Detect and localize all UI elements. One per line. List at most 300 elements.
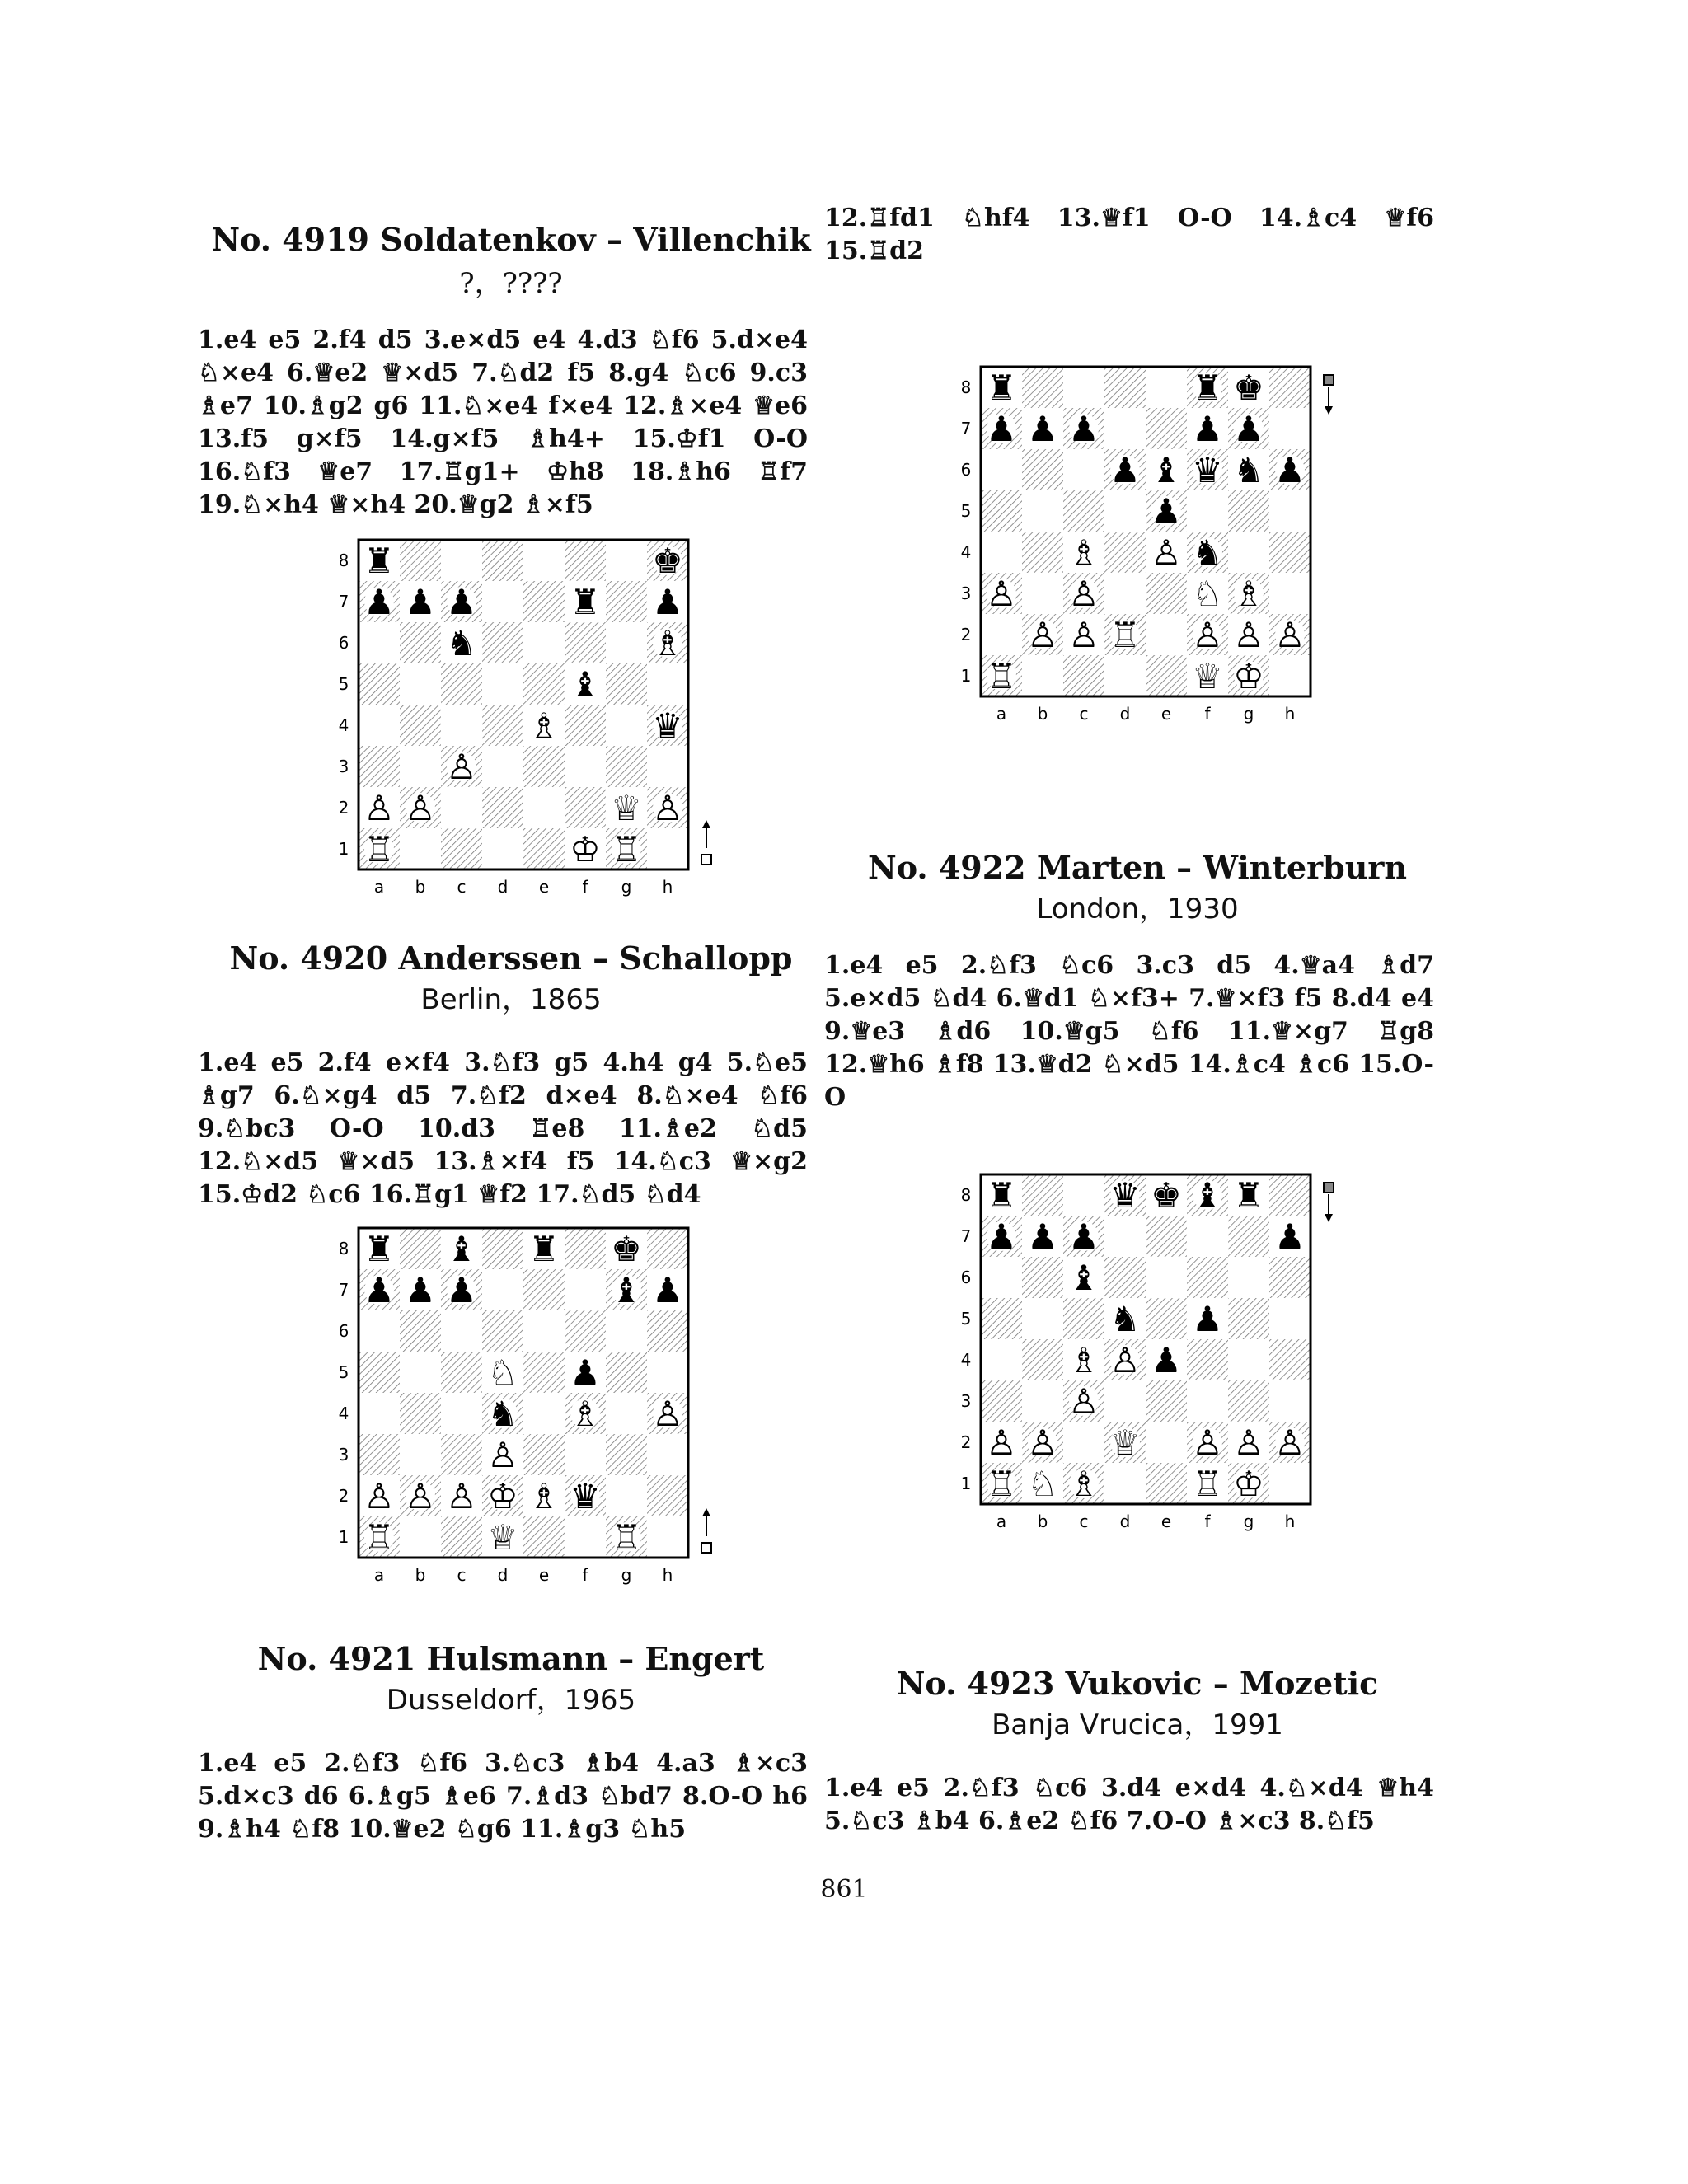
white-rook-icon: ♖ xyxy=(611,829,642,869)
file-label: g xyxy=(1243,1511,1254,1531)
white-pawn-icon: ♙ xyxy=(652,1394,683,1434)
rank-label: 6 xyxy=(960,460,972,480)
light-square xyxy=(1022,1380,1063,1422)
light-square xyxy=(1187,1380,1228,1422)
game-moves: 1.e4 e5 2.♘f3 ♘c6 3.c3 d5 4.♕a4 ♗d7 5.e×d5 ♘d4 6.♕d1 ♘×f3+ 7.♕×f3 f5 8.d4 e4 9.♕e3 ♗d6 10.♕g5 ♘f6 11.♕×g7 ♖g8 12.♕h6 ♗f8 13.♕d2 ♘×d5 14.♗c4 ♗c6 15.O-O xyxy=(824,951,1434,1112)
black-king-icon: ♚ xyxy=(611,1229,642,1269)
light-square xyxy=(1187,1216,1228,1257)
light-square xyxy=(647,1516,688,1558)
dark-square xyxy=(565,1228,606,1269)
rank-label: 1 xyxy=(960,666,972,686)
dark-square xyxy=(1187,1339,1228,1380)
rank-label: 4 xyxy=(960,542,972,562)
white-pawn-icon: ♙ xyxy=(1151,532,1182,573)
dark-square xyxy=(1022,1339,1063,1380)
white-king-icon: ♔ xyxy=(1233,1464,1264,1504)
white-rook-icon: ♖ xyxy=(1109,615,1141,655)
black-king-icon: ♚ xyxy=(1233,368,1264,408)
black-knight-icon: ♞ xyxy=(446,623,477,663)
dark-square xyxy=(981,1298,1022,1339)
dark-square xyxy=(606,1352,647,1393)
file-label: d xyxy=(497,877,509,897)
black-pawn-icon: ♟ xyxy=(1027,1216,1058,1257)
light-square xyxy=(981,449,1022,490)
light-square xyxy=(647,1352,688,1393)
dark-square xyxy=(1146,573,1187,614)
rank-label: 5 xyxy=(338,674,349,694)
board-svg xyxy=(334,540,713,911)
rank-label: 4 xyxy=(960,1350,972,1370)
file-label: e xyxy=(1160,1511,1172,1531)
light-square xyxy=(647,663,688,705)
white-bishop-icon: ♗ xyxy=(570,1394,601,1434)
light-square xyxy=(1104,573,1146,614)
light-square xyxy=(1269,1380,1311,1422)
black-pawn-icon: ♟ xyxy=(363,582,395,622)
dark-square xyxy=(1269,1257,1311,1298)
rank-label: 2 xyxy=(960,625,972,644)
light-square xyxy=(441,540,482,581)
black-pawn-icon: ♟ xyxy=(1151,1340,1182,1380)
light-square xyxy=(565,1434,606,1475)
light-square xyxy=(1146,1257,1187,1298)
chess-board xyxy=(956,1174,1335,1545)
dark-square xyxy=(1022,532,1063,573)
white-pawn-icon: ♙ xyxy=(1027,1422,1058,1463)
white-queen-icon: ♕ xyxy=(487,1517,518,1558)
dark-square xyxy=(482,540,523,581)
black-rook-icon: ♜ xyxy=(1192,368,1223,408)
black-bishop-icon: ♝ xyxy=(1068,1258,1100,1298)
white-pawn-icon: ♙ xyxy=(405,1476,436,1516)
dark-square xyxy=(482,787,523,828)
white-rook-icon: ♖ xyxy=(986,656,1017,696)
white-rook-icon: ♖ xyxy=(611,1517,642,1558)
white-king-icon: ♔ xyxy=(1233,656,1264,696)
rank-label: 7 xyxy=(338,1280,349,1300)
file-label: f xyxy=(582,877,588,897)
dark-square xyxy=(400,705,441,746)
light-square xyxy=(1104,1216,1146,1257)
dark-square xyxy=(1146,1216,1187,1257)
white-pawn-icon: ♙ xyxy=(986,1422,1017,1463)
game-title: No. 4922 Marten – Winterburn xyxy=(867,849,1408,886)
dark-square xyxy=(1146,408,1187,449)
dark-square xyxy=(400,1393,441,1434)
black-pawn-icon: ♟ xyxy=(1068,409,1100,449)
rank-label: 1 xyxy=(960,1474,972,1493)
light-square xyxy=(647,828,688,869)
file-label: e xyxy=(1160,704,1172,724)
light-square xyxy=(1146,1422,1187,1463)
dark-square xyxy=(1022,449,1063,490)
white-king-icon: ♔ xyxy=(487,1476,518,1516)
white-pawn-icon: ♙ xyxy=(986,574,1017,614)
file-label: a xyxy=(373,877,385,897)
white-pawn-icon: ♙ xyxy=(446,747,477,787)
light-square xyxy=(1228,1257,1269,1298)
light-square xyxy=(1022,573,1063,614)
rank-label: 5 xyxy=(960,1309,972,1329)
light-square xyxy=(981,1339,1022,1380)
dark-square xyxy=(400,1310,441,1352)
dark-square xyxy=(523,663,565,705)
game-subtitle: ?，???? xyxy=(459,267,563,300)
rank-label: 5 xyxy=(960,501,972,521)
board-svg xyxy=(956,1174,1335,1545)
white-pawn-icon: ♙ xyxy=(1192,1422,1223,1463)
white-pawn-icon: ♙ xyxy=(1068,615,1100,655)
file-label: b xyxy=(415,877,426,897)
light-square xyxy=(1269,573,1311,614)
file-label: d xyxy=(1119,1511,1131,1531)
light-square xyxy=(606,705,647,746)
light-square xyxy=(359,1393,400,1434)
black-pawn-icon: ♟ xyxy=(1233,409,1264,449)
black-knight-icon: ♞ xyxy=(1192,532,1223,573)
file-label: f xyxy=(1204,1511,1211,1531)
black-pawn-icon: ♟ xyxy=(1027,409,1058,449)
game-title: No. 4920 Anderssen – Schallopp xyxy=(229,940,793,977)
black-pawn-icon: ♟ xyxy=(1274,1216,1306,1257)
file-label: d xyxy=(1119,704,1131,724)
file-label: e xyxy=(538,1565,550,1585)
black-pawn-icon: ♟ xyxy=(363,1270,395,1310)
light-square xyxy=(565,1516,606,1558)
light-square xyxy=(981,614,1022,655)
file-label: g xyxy=(1243,704,1254,724)
light-square xyxy=(606,1310,647,1352)
black-queen-icon: ♛ xyxy=(652,705,683,746)
black-bishop-icon: ♝ xyxy=(1192,1175,1223,1216)
rank-label: 3 xyxy=(338,1445,349,1465)
light-square xyxy=(1063,367,1104,408)
black-bishop-icon: ♝ xyxy=(611,1270,642,1310)
white-pawn-icon: ♙ xyxy=(652,788,683,828)
white-knight-icon: ♘ xyxy=(487,1352,518,1393)
rank-label: 7 xyxy=(960,419,972,438)
light-square xyxy=(523,1310,565,1352)
light-square xyxy=(523,540,565,581)
rank-label: 4 xyxy=(338,715,349,735)
game-title: No. 4919 Soldatenkov – Villenchik xyxy=(211,221,811,258)
dark-square xyxy=(1228,1216,1269,1257)
dark-square xyxy=(482,1310,523,1352)
light-square xyxy=(981,532,1022,573)
dark-square xyxy=(359,1434,400,1475)
white-pawn-icon: ♙ xyxy=(363,788,395,828)
file-label: h xyxy=(1284,704,1296,724)
light-square xyxy=(482,663,523,705)
white-rook-icon: ♖ xyxy=(363,829,395,869)
dark-square xyxy=(400,540,441,581)
black-pawn-icon: ♟ xyxy=(446,582,477,622)
dark-square xyxy=(359,1352,400,1393)
rank-label: 3 xyxy=(338,757,349,776)
rank-label: 6 xyxy=(338,1321,349,1341)
file-label: a xyxy=(996,704,1007,724)
rank-label: 5 xyxy=(338,1362,349,1382)
light-square xyxy=(482,581,523,622)
chess-board xyxy=(956,367,1335,738)
game-subtitle: London，1930 xyxy=(1036,893,1239,926)
dark-square xyxy=(1104,532,1146,573)
file-label: a xyxy=(373,1565,385,1585)
white-pawn-icon: ♙ xyxy=(1233,615,1264,655)
white-pawn-icon: ♙ xyxy=(1027,615,1058,655)
black-bishop-icon: ♝ xyxy=(1151,450,1182,490)
black-queen-icon: ♛ xyxy=(570,1476,601,1516)
light-square xyxy=(441,1393,482,1434)
dark-square xyxy=(565,787,606,828)
black-pawn-icon: ♟ xyxy=(1151,491,1182,532)
white-pawn-icon: ♙ xyxy=(1274,1422,1306,1463)
rank-label: 1 xyxy=(338,1527,349,1547)
rank-label: 7 xyxy=(960,1226,972,1246)
white-pawn-icon: ♙ xyxy=(1192,615,1223,655)
dark-square xyxy=(482,622,523,663)
dark-square xyxy=(1269,532,1311,573)
light-square xyxy=(400,1352,441,1393)
dark-square xyxy=(981,490,1022,532)
light-square xyxy=(441,1310,482,1352)
dark-square xyxy=(565,1310,606,1352)
black-pawn-icon: ♟ xyxy=(986,409,1017,449)
black-knight-icon: ♞ xyxy=(487,1394,518,1434)
light-square xyxy=(523,622,565,663)
light-square xyxy=(1146,614,1187,655)
white-pawn-icon: ♙ xyxy=(446,1476,477,1516)
dark-square xyxy=(359,746,400,787)
dark-square xyxy=(1228,1380,1269,1422)
file-label: f xyxy=(582,1565,588,1585)
light-square xyxy=(1063,1174,1104,1216)
black-pawn-icon: ♟ xyxy=(405,1270,436,1310)
light-square xyxy=(647,746,688,787)
white-pawn-icon: ♙ xyxy=(363,1476,395,1516)
game-subtitle: Berlin，1865 xyxy=(420,983,602,1016)
chess-board xyxy=(334,540,713,911)
white-pawn-icon: ♙ xyxy=(1068,1381,1100,1422)
dark-square xyxy=(441,828,482,869)
black-rook-icon: ♜ xyxy=(570,582,601,622)
file-label: b xyxy=(1037,1511,1048,1531)
dark-square xyxy=(1269,1174,1311,1216)
light-square xyxy=(1063,449,1104,490)
file-label: c xyxy=(1079,1511,1089,1531)
black-pawn-icon: ♟ xyxy=(405,582,436,622)
light-square xyxy=(606,622,647,663)
dark-square xyxy=(981,1380,1022,1422)
black-queen-icon: ♛ xyxy=(1192,450,1223,490)
white-to-move-arrow-icon xyxy=(701,820,711,865)
dark-square xyxy=(565,705,606,746)
dark-square xyxy=(441,1434,482,1475)
dark-square xyxy=(1063,1298,1104,1339)
rank-label: 8 xyxy=(338,551,349,570)
white-knight-icon: ♘ xyxy=(1027,1464,1058,1504)
dark-square xyxy=(482,1228,523,1269)
dark-square xyxy=(1022,367,1063,408)
white-pawn-icon: ♙ xyxy=(405,788,436,828)
dark-square xyxy=(1146,655,1187,696)
black-pawn-icon: ♟ xyxy=(1109,450,1141,490)
dark-square xyxy=(1146,1298,1187,1339)
black-pawn-icon: ♟ xyxy=(986,1216,1017,1257)
rank-label: 6 xyxy=(338,633,349,653)
black-rook-icon: ♜ xyxy=(528,1229,560,1269)
dark-square xyxy=(606,746,647,787)
white-bishop-icon: ♗ xyxy=(528,705,560,746)
game-title: No. 4921 Hulsmann – Engert xyxy=(257,1640,765,1677)
white-pawn-icon: ♙ xyxy=(1109,1340,1141,1380)
white-knight-icon: ♘ xyxy=(1192,574,1223,614)
light-square xyxy=(1104,1380,1146,1422)
light-square xyxy=(565,1269,606,1310)
file-label: g xyxy=(621,877,632,897)
file-label: d xyxy=(497,1565,509,1585)
light-square xyxy=(359,622,400,663)
black-rook-icon: ♜ xyxy=(363,1229,395,1269)
light-square xyxy=(441,705,482,746)
file-label: h xyxy=(662,877,673,897)
white-rook-icon: ♖ xyxy=(986,1464,1017,1504)
light-square xyxy=(482,746,523,787)
white-bishop-icon: ♗ xyxy=(652,623,683,663)
black-king-icon: ♚ xyxy=(652,541,683,581)
light-square xyxy=(1022,1298,1063,1339)
white-bishop-icon: ♗ xyxy=(528,1476,560,1516)
light-square xyxy=(647,1434,688,1475)
light-square xyxy=(400,1516,441,1558)
file-label: b xyxy=(1037,704,1048,724)
game-moves: 1.e4 e5 2.f4 d5 3.e×d5 e4 4.d3 ♘f6 5.d×e4 ♘×e4 6.♕e2 ♕×d5 7.♘d2 f5 8.g4 ♘c6 9.c3 ♗e7 10.♗g2 g6 11.♘×e4 f×e4 12.♗×e4 ♕e6 13.f5 g×f5 14.g×f5 ♗h4+ 15.♔f1 O-O 16.♘f3 ♕e7 17.♖g1+ ♔h8 18.♗h6 ♖f7 19.♘×h4 ♕×h4 20.♕g2 ♗×f5 xyxy=(198,326,808,519)
dark-square xyxy=(400,1228,441,1269)
file-label: e xyxy=(538,877,550,897)
light-square xyxy=(1269,408,1311,449)
game-moves: 1.e4 e5 2.♘f3 ♘c6 3.d4 e×d4 4.♘×d4 ♕h4 5.♘c3 ♗b4 6.♗e2 ♘f6 7.O-O ♗×c3 8.♘f5 xyxy=(824,1774,1434,1835)
game-moves: 1.e4 e5 2.f4 e×f4 3.♘f3 g5 4.h4 g4 5.♘e5 ♗g7 6.♘×g4 d5 7.♘f2 d×e4 8.♘×e4 ♘f6 9.♘bc3 O-O 10.d3 ♖e8 11.♗e2 ♘d5 12.♘×d5 ♕×d5 13.♗×f4 f5 14.♘c3 ♕×g2 15.♔d2 ♘c6 16.♖g1 ♕f2 17.♘d5 ♘d4 xyxy=(198,1048,808,1209)
light-square xyxy=(1104,408,1146,449)
game-subtitle: Banja Vrucica，1991 xyxy=(992,1708,1283,1741)
black-pawn-icon: ♟ xyxy=(1192,409,1223,449)
game-subtitle: Dusseldorf，1965 xyxy=(386,1684,636,1717)
light-square xyxy=(400,746,441,787)
dark-square xyxy=(1146,1380,1187,1422)
dark-square xyxy=(1104,1257,1146,1298)
light-square xyxy=(1228,532,1269,573)
dark-square xyxy=(1104,367,1146,408)
file-label: g xyxy=(621,1565,632,1585)
white-queen-icon: ♕ xyxy=(611,788,642,828)
dark-square xyxy=(565,622,606,663)
black-queen-icon: ♛ xyxy=(1109,1175,1141,1216)
light-square xyxy=(482,828,523,869)
light-square xyxy=(359,1310,400,1352)
dark-square xyxy=(1063,655,1104,696)
white-bishop-icon: ♗ xyxy=(1233,574,1264,614)
dark-square xyxy=(400,622,441,663)
dark-square xyxy=(523,1434,565,1475)
black-rook-icon: ♜ xyxy=(1233,1175,1264,1216)
file-label: f xyxy=(1204,704,1211,724)
file-label: b xyxy=(415,1565,426,1585)
light-square xyxy=(523,1393,565,1434)
black-pawn-icon: ♟ xyxy=(1192,1299,1223,1339)
dark-square xyxy=(523,581,565,622)
black-rook-icon: ♜ xyxy=(986,368,1017,408)
dark-square xyxy=(1187,1257,1228,1298)
black-pawn-icon: ♟ xyxy=(446,1270,477,1310)
black-to-move-arrow-icon xyxy=(1324,375,1334,415)
dark-square xyxy=(359,663,400,705)
file-label: a xyxy=(996,1511,1007,1531)
black-king-icon: ♚ xyxy=(1151,1175,1182,1216)
light-square xyxy=(606,1393,647,1434)
light-square xyxy=(400,663,441,705)
light-square xyxy=(1022,655,1063,696)
light-square xyxy=(1269,490,1311,532)
dark-square xyxy=(606,1434,647,1475)
light-square xyxy=(400,1434,441,1475)
black-pawn-icon: ♟ xyxy=(652,582,683,622)
light-square xyxy=(523,787,565,828)
dark-square xyxy=(523,1352,565,1393)
white-rook-icon: ♖ xyxy=(363,1517,395,1558)
white-queen-icon: ♕ xyxy=(1109,1422,1141,1463)
rank-label: 3 xyxy=(960,1391,972,1411)
light-square xyxy=(1022,490,1063,532)
dark-square xyxy=(1269,367,1311,408)
light-square xyxy=(359,705,400,746)
black-knight-icon: ♞ xyxy=(1109,1299,1141,1339)
light-square xyxy=(1146,367,1187,408)
dark-square xyxy=(647,1475,688,1516)
chess-board xyxy=(334,1228,713,1599)
light-square xyxy=(400,828,441,869)
game-title: No. 4923 Vukovic – Mozetic xyxy=(896,1665,1379,1702)
light-square xyxy=(1228,1339,1269,1380)
dark-square xyxy=(441,1352,482,1393)
white-to-move-arrow-icon xyxy=(701,1508,711,1553)
file-label: h xyxy=(662,1565,673,1585)
rank-label: 8 xyxy=(960,377,972,397)
game-moves-continued: 12.♖fd1 ♘hf4 13.♕f1 O-O 14.♗c4 ♕f6 15.♖d2 xyxy=(824,204,1434,265)
light-square xyxy=(482,1269,523,1310)
black-pawn-icon: ♟ xyxy=(570,1352,601,1393)
rank-label: 4 xyxy=(338,1404,349,1423)
white-pawn-icon: ♙ xyxy=(487,1435,518,1475)
rank-label: 2 xyxy=(338,798,349,818)
rank-label: 2 xyxy=(338,1486,349,1506)
board-svg xyxy=(334,1228,713,1599)
dark-square xyxy=(647,1310,688,1352)
light-square xyxy=(441,787,482,828)
dark-square xyxy=(1269,1339,1311,1380)
dark-square xyxy=(1063,490,1104,532)
light-square xyxy=(606,1475,647,1516)
game-moves: 1.e4 e5 2.♘f3 ♘f6 3.♘c3 ♗b4 4.a3 ♗×c3 5.d×c3 d6 6.♗g5 ♗e6 7.♗d3 ♘bd7 8.O-O h6 9.♗h4 ♘f8 10.♕e2 ♘g6 11.♗g3 ♘h5 xyxy=(198,1749,808,1844)
black-rook-icon: ♜ xyxy=(986,1175,1017,1216)
white-pawn-icon: ♙ xyxy=(1068,574,1100,614)
file-label: c xyxy=(457,1565,467,1585)
rank-label: 3 xyxy=(960,583,972,603)
light-square xyxy=(1269,655,1311,696)
dark-square xyxy=(523,746,565,787)
light-square xyxy=(565,746,606,787)
black-pawn-icon: ♟ xyxy=(652,1270,683,1310)
dark-square xyxy=(441,1516,482,1558)
